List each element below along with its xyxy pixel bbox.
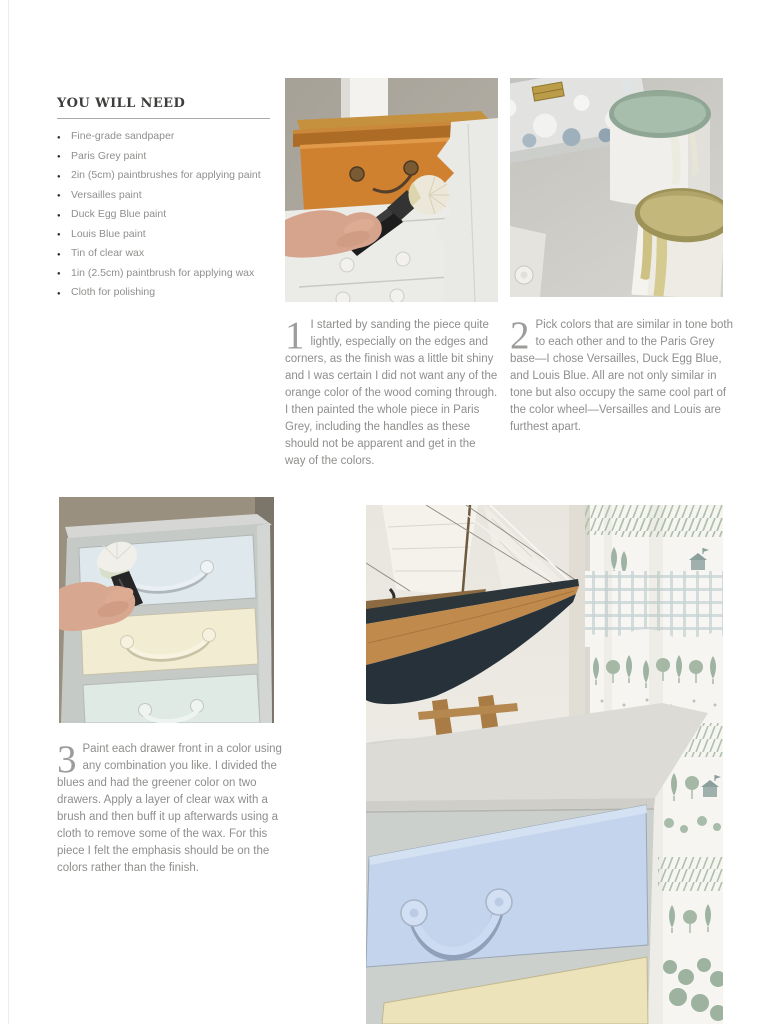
duck-egg-blue-tin bbox=[609, 90, 711, 206]
step-1-paragraph bbox=[285, 313, 498, 470]
step-2-paragraph bbox=[510, 313, 736, 436]
materials-list bbox=[57, 131, 270, 298]
photo-painting-drawers-illustration bbox=[59, 497, 274, 723]
furniture-corner bbox=[510, 226, 546, 297]
list-item: ● Duck Egg Blue paint bbox=[57, 209, 270, 220]
list-item: ● Louis Blue paint bbox=[57, 229, 270, 240]
versailles-cream-tin bbox=[630, 186, 723, 297]
list-item: ● 2in (5cm) paintbrushes for applying paint bbox=[57, 170, 270, 181]
step-2-text: Pick colors that are similar in tone both to each other and to the Paris Grey base—I chose Versailles, Duck Egg Blue, and Louis Blue. All are not only similar in tone but also occupy the same cool part of the color wheel—Versailles and Louis are furthest apart. bbox=[510, 318, 734, 433]
materials-title: YOU WILL NEED bbox=[57, 96, 270, 119]
list-item: ● Fine-grade sandpaper bbox=[57, 131, 270, 142]
list-item: ● Paris Grey paint bbox=[57, 151, 270, 162]
materials-list-section bbox=[57, 96, 270, 307]
photo-finished-chest-illustration bbox=[366, 505, 723, 1024]
step-1-text: I started by sanding the piece quite lightly, especially on the edges and corners, as the finish was a little bit shiny and I was certain I did not want any of the orange color of the wood coming through. I then painted the whole piece in Paris Grey, including the handles as these should not be apparent and get in the way of the colors. bbox=[285, 318, 498, 467]
list-item: ● 1in (2.5cm) paintbrush for applying wax bbox=[57, 268, 270, 279]
page-edge-line bbox=[8, 0, 9, 1024]
photo-finished-chest-sailboat bbox=[366, 505, 723, 1024]
list-item: ● Versailles paint bbox=[57, 190, 270, 201]
photo-sanding-chest-illustration bbox=[285, 78, 498, 302]
step-3-paragraph bbox=[57, 737, 286, 877]
step-3-text: Paint each drawer front in a color using any combination you like. I divided the blues and had the greener color on two drawers. Apply a layer of clear wax with a brush and then buff it up afterwards using a cloth to remove some of the wax. For this piece I felt the emphasis should be on the colors rather than the finish. bbox=[57, 742, 282, 874]
step-2-number: 2 bbox=[510, 313, 530, 357]
step-1-number: 1 bbox=[285, 313, 305, 357]
photo-painting-drawers bbox=[59, 497, 274, 723]
list-item: ● Tin of clear wax bbox=[57, 248, 270, 259]
step-3-number: 3 bbox=[57, 737, 77, 781]
list-item: ● Cloth for polishing bbox=[57, 287, 270, 298]
photo-sanding-chest bbox=[285, 78, 498, 302]
photo-paint-tins-illustration bbox=[510, 78, 723, 297]
photo-paint-tins bbox=[510, 78, 723, 297]
